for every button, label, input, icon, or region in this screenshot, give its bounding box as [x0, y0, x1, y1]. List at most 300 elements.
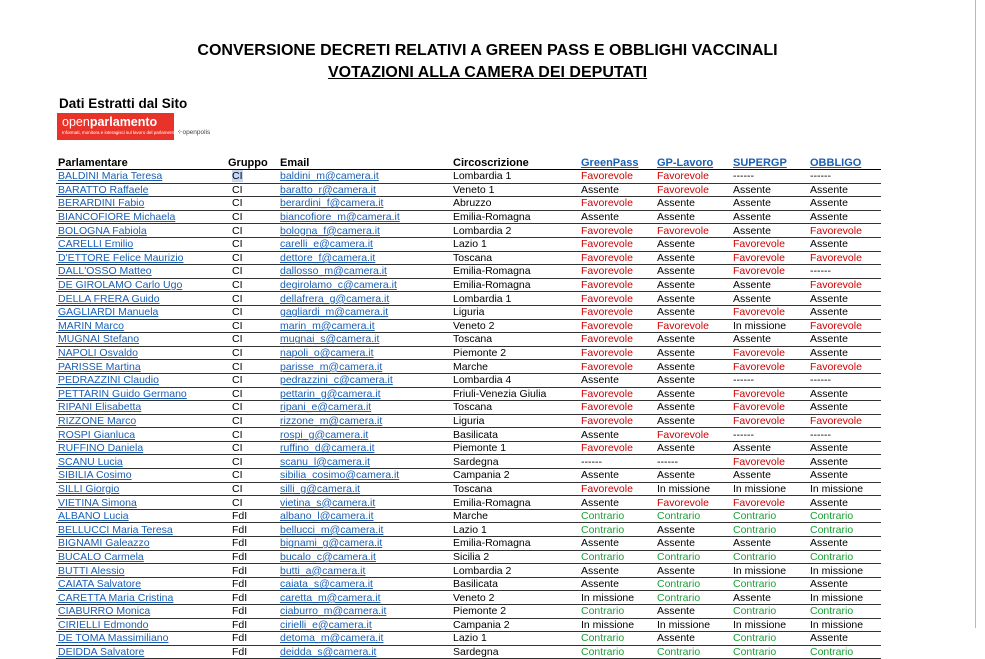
email-link[interactable]: dellafrera_g@camera.it [280, 292, 390, 305]
gp-lavoro-cell: In missione [655, 482, 731, 496]
table-row [56, 197, 881, 211]
gp-lavoro-cell: Assente [655, 237, 731, 251]
email-link[interactable]: parisse_m@camera.it [280, 360, 383, 373]
obbligo-cell: Favorevole [808, 360, 881, 374]
greenpass-cell: Assente [579, 496, 655, 510]
gp-lavoro-cell: In missione [655, 618, 731, 632]
gp-lavoro-cell: Assente [655, 564, 731, 578]
greenpass-cell: Favorevole [579, 346, 655, 360]
openparlamento-logo[interactable] [57, 113, 177, 140]
col-header-gp-lavoro[interactable]: GP-Lavoro [655, 157, 731, 170]
parlamentare-cell [56, 278, 226, 292]
gp-lavoro-cell: Assente [655, 278, 731, 292]
email-cell [278, 373, 451, 387]
obbligo-cell: Favorevole [808, 414, 881, 428]
gp-lavoro-cell: Assente [655, 373, 731, 387]
email-link[interactable]: napoli_o@camera.it [280, 347, 374, 360]
obbligo-cell: ------ [808, 170, 881, 184]
parlamentare-cell [56, 360, 226, 374]
parlamentare-cell [56, 482, 226, 496]
obbligo-cell: Contrario [808, 550, 881, 564]
logo-tagline: Informati, monitora e interagisci sul lavoro del parlamento [62, 130, 177, 135]
parlamentare-cell [56, 237, 226, 251]
email-link[interactable]: silli_g@camera.it [280, 482, 361, 495]
deputy-link[interactable]: DEIDDA Salvatore [58, 646, 145, 659]
circoscrizione-cell: Basilicata [451, 577, 579, 591]
openpolis-mark-icon: ⁘ [177, 129, 183, 136]
table-row [56, 333, 881, 347]
email-link[interactable]: ciaburro_m@camera.it [280, 605, 387, 618]
parlamentare-cell [56, 605, 226, 619]
supergp-cell: Contrario [731, 550, 808, 564]
email-cell [278, 292, 451, 306]
supergp-cell: Assente [731, 333, 808, 347]
email-cell [278, 645, 451, 659]
obbligo-cell: Assente [808, 305, 881, 319]
obbligo-cell: Favorevole [808, 224, 881, 238]
gruppo-cell: FdI [226, 632, 278, 646]
circoscrizione-cell: Lazio 1 [451, 237, 579, 251]
table-header-row [56, 157, 881, 170]
parlamentare-cell [56, 537, 226, 551]
obbligo-cell: ------ [808, 265, 881, 279]
col-header-gruppo: Gruppo [226, 157, 278, 170]
gruppo-cell: CI [226, 237, 278, 251]
circoscrizione-cell: Toscana [451, 401, 579, 415]
email-cell [278, 550, 451, 564]
supergp-cell: ------ [731, 373, 808, 387]
gruppo-cell: FdI [226, 537, 278, 551]
parlamentare-cell [56, 509, 226, 523]
parlamentare-cell [56, 645, 226, 659]
circoscrizione-cell: Toscana [451, 333, 579, 347]
deputy-link[interactable]: DE GIROLAMO Carlo Ugo [58, 279, 183, 292]
circoscrizione-cell: Veneto 2 [451, 591, 579, 605]
supergp-cell: Favorevole [731, 414, 808, 428]
gruppo-cell: CI [226, 414, 278, 428]
gp-lavoro-cell: Contrario [655, 645, 731, 659]
deputy-link[interactable]: BUCALO Carmela [58, 550, 144, 563]
supergp-cell: Assente [731, 183, 808, 197]
table-row [56, 414, 881, 428]
deputy-link[interactable]: D'ETTORE Felice Maurizio [58, 251, 184, 264]
deputy-link[interactable]: RUFFINO Daniela [58, 442, 144, 455]
supergp-cell: In missione [731, 564, 808, 578]
gruppo-cell: CI [226, 496, 278, 510]
circoscrizione-cell: Liguria [451, 414, 579, 428]
email-link[interactable]: caretta_m@camera.it [280, 591, 381, 604]
greenpass-cell: In missione [579, 591, 655, 605]
deputy-link[interactable]: DELLA FRERA Guido [58, 292, 160, 305]
gruppo-cell: CI [226, 482, 278, 496]
obbligo-cell: Assente [808, 387, 881, 401]
greenpass-cell: Favorevole [579, 224, 655, 238]
gruppo-cell: CI [226, 210, 278, 224]
supergp-cell: In missione [731, 319, 808, 333]
obbligo-cell: Favorevole [808, 251, 881, 265]
supergp-cell: Assente [731, 292, 808, 306]
deputy-link[interactable]: BERARDINI Fabio [58, 197, 145, 210]
deputy-link[interactable]: MARIN Marco [58, 319, 124, 332]
gp-lavoro-cell: Assente [655, 414, 731, 428]
circoscrizione-cell: Emilia-Romagna [451, 496, 579, 510]
greenpass-cell: Assente [579, 210, 655, 224]
circoscrizione-cell: Emilia-Romagna [451, 537, 579, 551]
deputy-link[interactable]: RIZZONE Marco [58, 414, 137, 427]
gruppo-cell: CI [226, 278, 278, 292]
greenpass-cell: Assente [579, 564, 655, 578]
email-link[interactable]: rizzone_m@camera.it [280, 414, 383, 427]
obbligo-cell: Contrario [808, 645, 881, 659]
greenpass-cell: Favorevole [579, 387, 655, 401]
email-link[interactable]: caiata_s@camera.it [280, 578, 373, 591]
email-link[interactable]: deidda_s@camera.it [280, 646, 377, 659]
email-cell [278, 509, 451, 523]
supergp-cell: Assente [731, 537, 808, 551]
deputy-link[interactable]: PEDRAZZINI Claudio [58, 374, 159, 387]
parlamentare-cell [56, 414, 226, 428]
email-cell [278, 251, 451, 265]
email-cell [278, 401, 451, 415]
deputy-link[interactable]: PARISSE Martina [58, 360, 141, 373]
email-link[interactable]: vietina_s@camera.it [280, 496, 376, 509]
col-header-greenpass[interactable]: GreenPass [579, 157, 655, 170]
email-link[interactable]: bologna_f@camera.it [280, 224, 380, 237]
email-link[interactable]: scanu_l@camera.it [280, 455, 371, 468]
deputy-link[interactable]: BALDINI Maria Teresa [58, 170, 163, 183]
obbligo-cell: Assente [808, 401, 881, 415]
deputy-link[interactable]: ROSPI Gianluca [58, 428, 136, 441]
selected-group-text[interactable]: CI [232, 170, 243, 183]
table-row [56, 292, 881, 306]
circoscrizione-cell: Lazio 1 [451, 523, 579, 537]
supergp-cell: Favorevole [731, 496, 808, 510]
gp-lavoro-cell: Assente [655, 441, 731, 455]
circoscrizione-cell: Veneto 2 [451, 319, 579, 333]
circoscrizione-cell: Campania 2 [451, 469, 579, 483]
email-cell [278, 224, 451, 238]
greenpass-cell: Favorevole [579, 251, 655, 265]
greenpass-cell: Favorevole [579, 319, 655, 333]
page-edge-line [975, 0, 976, 628]
email-cell [278, 632, 451, 646]
greenpass-cell: Assente [579, 183, 655, 197]
obbligo-cell: ------ [808, 373, 881, 387]
supergp-cell: Assente [731, 591, 808, 605]
greenpass-cell: Favorevole [579, 305, 655, 319]
email-link[interactable]: ripani_e@camera.it [280, 401, 372, 414]
parlamentare-cell [56, 550, 226, 564]
gruppo-cell [226, 170, 278, 184]
gruppo-cell: CI [226, 292, 278, 306]
table-row [56, 346, 881, 360]
supergp-cell: ------ [731, 428, 808, 442]
deputy-link[interactable]: BELLUCCI Maria Teresa [58, 523, 173, 536]
table-row [56, 577, 881, 591]
email-link[interactable]: pettarin_g@camera.it [280, 387, 381, 400]
email-cell [278, 333, 451, 347]
parlamentare-cell [56, 224, 226, 238]
greenpass-cell: Contrario [579, 632, 655, 646]
gp-lavoro-cell: Assente [655, 305, 731, 319]
email-link[interactable]: gagliardi_m@camera.it [280, 306, 389, 319]
supergp-cell: Contrario [731, 632, 808, 646]
obbligo-cell: In missione [808, 591, 881, 605]
circoscrizione-cell: Basilicata [451, 428, 579, 442]
deputy-link[interactable]: BIANCOFIORE Michaela [58, 211, 176, 224]
parlamentare-cell [56, 265, 226, 279]
greenpass-cell: Favorevole [579, 292, 655, 306]
deputy-link[interactable]: CAIATA Salvatore [58, 578, 142, 591]
table-row [56, 428, 881, 442]
obbligo-cell: Assente [808, 441, 881, 455]
deputy-link[interactable]: DE TOMA Massimiliano [58, 632, 169, 645]
table-row [56, 469, 881, 483]
email-cell [278, 428, 451, 442]
email-cell [278, 496, 451, 510]
greenpass-cell: Assente [579, 428, 655, 442]
email-link[interactable]: bellucci_m@camera.it [280, 523, 384, 536]
email-cell [278, 387, 451, 401]
circoscrizione-cell: Lombardia 1 [451, 170, 579, 184]
deputy-link[interactable]: DALL'OSSO Matteo [58, 265, 152, 278]
table-row [56, 319, 881, 333]
deputy-link[interactable]: NAPOLI Osvaldo [58, 347, 138, 360]
circoscrizione-cell: Sardegna [451, 645, 579, 659]
parlamentare-cell [56, 183, 226, 197]
supergp-cell: Favorevole [731, 265, 808, 279]
obbligo-cell: Contrario [808, 509, 881, 523]
supergp-cell: Assente [731, 197, 808, 211]
greenpass-cell: Favorevole [579, 414, 655, 428]
obbligo-cell: Assente [808, 455, 881, 469]
gp-lavoro-cell: Assente [655, 401, 731, 415]
gruppo-cell: CI [226, 455, 278, 469]
obbligo-cell: Assente [808, 469, 881, 483]
email-link[interactable]: baratto_r@camera.it [280, 183, 376, 196]
gruppo-cell: CI [226, 319, 278, 333]
gruppo-cell: FdI [226, 618, 278, 632]
email-link[interactable]: pedrazzini_c@camera.it [280, 374, 393, 387]
deputy-link[interactable]: SCANU Lucia [58, 455, 123, 468]
deputy-link[interactable]: BIGNAMI Galeazzo [58, 537, 150, 550]
email-link[interactable]: rospi_g@camera.it [280, 428, 369, 441]
obbligo-cell: Assente [808, 237, 881, 251]
greenpass-cell: ------ [579, 455, 655, 469]
greenpass-cell: Contrario [579, 509, 655, 523]
col-header-supergp[interactable]: SUPERGP [731, 157, 808, 170]
obbligo-cell: In missione [808, 564, 881, 578]
supergp-cell: Contrario [731, 645, 808, 659]
email-link[interactable]: butti_a@camera.it [280, 564, 366, 577]
table-row [56, 509, 881, 523]
email-cell [278, 469, 451, 483]
gruppo-cell: CI [226, 251, 278, 265]
gruppo-cell: CI [226, 183, 278, 197]
deputy-link[interactable]: BUTTI Alessio [58, 564, 125, 577]
email-cell [278, 237, 451, 251]
greenpass-cell: Favorevole [579, 237, 655, 251]
openpolis-label: openpolis [182, 129, 211, 136]
email-cell [278, 441, 451, 455]
logo-wordmark [62, 115, 157, 129]
table-row [56, 278, 881, 292]
email-link[interactable]: sibilia_cosimo@camera.it [280, 469, 400, 482]
obbligo-cell: Assente [808, 210, 881, 224]
circoscrizione-cell: Marche [451, 509, 579, 523]
supergp-cell: Contrario [731, 523, 808, 537]
circoscrizione-cell: Sicilia 2 [451, 550, 579, 564]
deputy-link[interactable]: SIBILIA Cosimo [58, 469, 132, 482]
parlamentare-cell [56, 170, 226, 184]
gruppo-cell: CI [226, 197, 278, 211]
parlamentare-cell [56, 469, 226, 483]
document-title: CONVERSIONE DECRETI RELATIVI A GREEN PASS E OBBLIGHI VACCINALI [197, 42, 778, 59]
email-link[interactable]: carelli_e@camera.it [280, 238, 373, 251]
gruppo-cell: FdI [226, 509, 278, 523]
email-cell [278, 414, 451, 428]
circoscrizione-cell: Friuli-Venezia Giulia [451, 387, 579, 401]
email-cell [278, 305, 451, 319]
email-cell [278, 577, 451, 591]
gp-lavoro-cell: Assente [655, 346, 731, 360]
obbligo-cell: Assente [808, 496, 881, 510]
gruppo-cell: CI [226, 373, 278, 387]
email-link[interactable]: bucalo_c@camera.it [280, 550, 376, 563]
gp-lavoro-cell: Favorevole [655, 170, 731, 184]
circoscrizione-cell: Lombardia 4 [451, 373, 579, 387]
table-row [56, 550, 881, 564]
circoscrizione-cell: Liguria [451, 305, 579, 319]
email-link[interactable]: dettore_f@camera.it [280, 251, 376, 264]
gruppo-cell: FdI [226, 605, 278, 619]
email-link[interactable]: bignami_g@camera.it [280, 537, 383, 550]
table-row [56, 645, 881, 659]
gruppo-cell: CI [226, 346, 278, 360]
email-cell [278, 618, 451, 632]
circoscrizione-cell: Emilia-Romagna [451, 265, 579, 279]
email-link[interactable]: biancofiore_m@camera.it [280, 211, 400, 224]
circoscrizione-cell: Sardegna [451, 455, 579, 469]
supergp-cell: ------ [731, 170, 808, 184]
deputy-link[interactable]: VIETINA Simona [58, 496, 137, 509]
col-header-obbligo[interactable]: OBBLIGO [808, 157, 881, 170]
gp-lavoro-cell: Contrario [655, 509, 731, 523]
deputy-link[interactable]: BARATTO Raffaele [58, 183, 149, 196]
deputy-link[interactable]: GAGLIARDI Manuela [58, 306, 159, 319]
parlamentare-cell [56, 251, 226, 265]
greenpass-cell: Favorevole [579, 360, 655, 374]
email-link[interactable]: berardini_f@camera.it [280, 197, 384, 210]
parlamentare-cell [56, 496, 226, 510]
circoscrizione-cell: Campania 2 [451, 618, 579, 632]
parlamentare-cell [56, 333, 226, 347]
gp-lavoro-cell: Assente [655, 333, 731, 347]
deputy-link[interactable]: CARETTA Maria Cristina [58, 591, 174, 604]
email-link[interactable]: cirielli_e@camera.it [280, 618, 372, 631]
email-link[interactable]: degirolamo_c@camera.it [280, 279, 397, 292]
email-link[interactable]: dallosso_m@camera.it [280, 265, 387, 278]
deputy-link[interactable]: SILLI Giorgio [58, 482, 120, 495]
deputy-link[interactable]: RIPANI Elisabetta [58, 401, 142, 414]
circoscrizione-cell: Lazio 1 [451, 632, 579, 646]
gp-lavoro-cell: Favorevole [655, 319, 731, 333]
greenpass-cell: Favorevole [579, 170, 655, 184]
logo-open: open [62, 115, 90, 129]
col-header-email: Email [278, 157, 451, 170]
gp-lavoro-cell: Assente [655, 632, 731, 646]
gruppo-cell: FdI [226, 564, 278, 578]
supergp-cell: Assente [731, 210, 808, 224]
parlamentare-cell [56, 346, 226, 360]
circoscrizione-cell: Marche [451, 360, 579, 374]
greenpass-cell: Contrario [579, 605, 655, 619]
gp-lavoro-cell: Contrario [655, 591, 731, 605]
obbligo-cell: Assente [808, 333, 881, 347]
document-subtitle: VOTAZIONI ALLA CAMERA DEI DEPUTATI [327, 64, 648, 81]
table-row [56, 305, 881, 319]
table-row [56, 632, 881, 646]
gruppo-cell: FdI [226, 523, 278, 537]
table-row [56, 265, 881, 279]
supergp-cell: Assente [731, 441, 808, 455]
table-row [56, 605, 881, 619]
email-link[interactable]: detoma_m@camera.it [280, 632, 384, 645]
table-row [56, 373, 881, 387]
supergp-cell: Favorevole [731, 387, 808, 401]
gruppo-cell: FdI [226, 645, 278, 659]
email-link[interactable]: albano_l@camera.it [280, 510, 374, 523]
email-cell [278, 278, 451, 292]
gp-lavoro-cell: ------ [655, 455, 731, 469]
deputy-link[interactable]: CIABURRO Monica [58, 605, 151, 618]
gruppo-cell: CI [226, 401, 278, 415]
gp-lavoro-cell: Contrario [655, 550, 731, 564]
gruppo-cell: FdI [226, 591, 278, 605]
parlamentare-cell [56, 632, 226, 646]
deputy-link[interactable]: CARELLI Emilio [58, 238, 134, 251]
deputy-link[interactable]: ALBANO Lucia [58, 510, 129, 523]
gp-lavoro-cell: Assente [655, 605, 731, 619]
gp-lavoro-cell: Assente [655, 265, 731, 279]
deputy-link[interactable]: CIRIELLI Edmondo [58, 618, 149, 631]
email-cell [278, 346, 451, 360]
email-link[interactable]: ruffino_d@camera.it [280, 442, 375, 455]
greenpass-cell: In missione [579, 618, 655, 632]
table-row [56, 210, 881, 224]
gruppo-cell: CI [226, 333, 278, 347]
email-cell [278, 523, 451, 537]
gruppo-cell: CI [226, 387, 278, 401]
circoscrizione-cell: Piemonte 2 [451, 346, 579, 360]
email-cell [278, 482, 451, 496]
obbligo-cell: Assente [808, 292, 881, 306]
email-link[interactable]: baldini_m@camera.it [280, 170, 379, 183]
email-cell [278, 319, 451, 333]
deputy-link[interactable]: BOLOGNA Fabiola [58, 224, 147, 237]
deputy-link[interactable]: PETTARIN Guido Germano [58, 387, 187, 400]
obbligo-cell: Assente [808, 197, 881, 211]
parlamentare-cell [56, 387, 226, 401]
circoscrizione-cell: Toscana [451, 251, 579, 265]
email-link[interactable]: marin_m@camera.it [280, 319, 375, 332]
gp-lavoro-cell: Assente [655, 251, 731, 265]
deputy-link[interactable]: MUGNAI Stefano [58, 333, 140, 346]
obbligo-cell: Assente [808, 183, 881, 197]
email-link[interactable]: mugnai_s@camera.it [280, 333, 380, 346]
openpolis-logo [177, 128, 210, 136]
gruppo-cell: CI [226, 265, 278, 279]
